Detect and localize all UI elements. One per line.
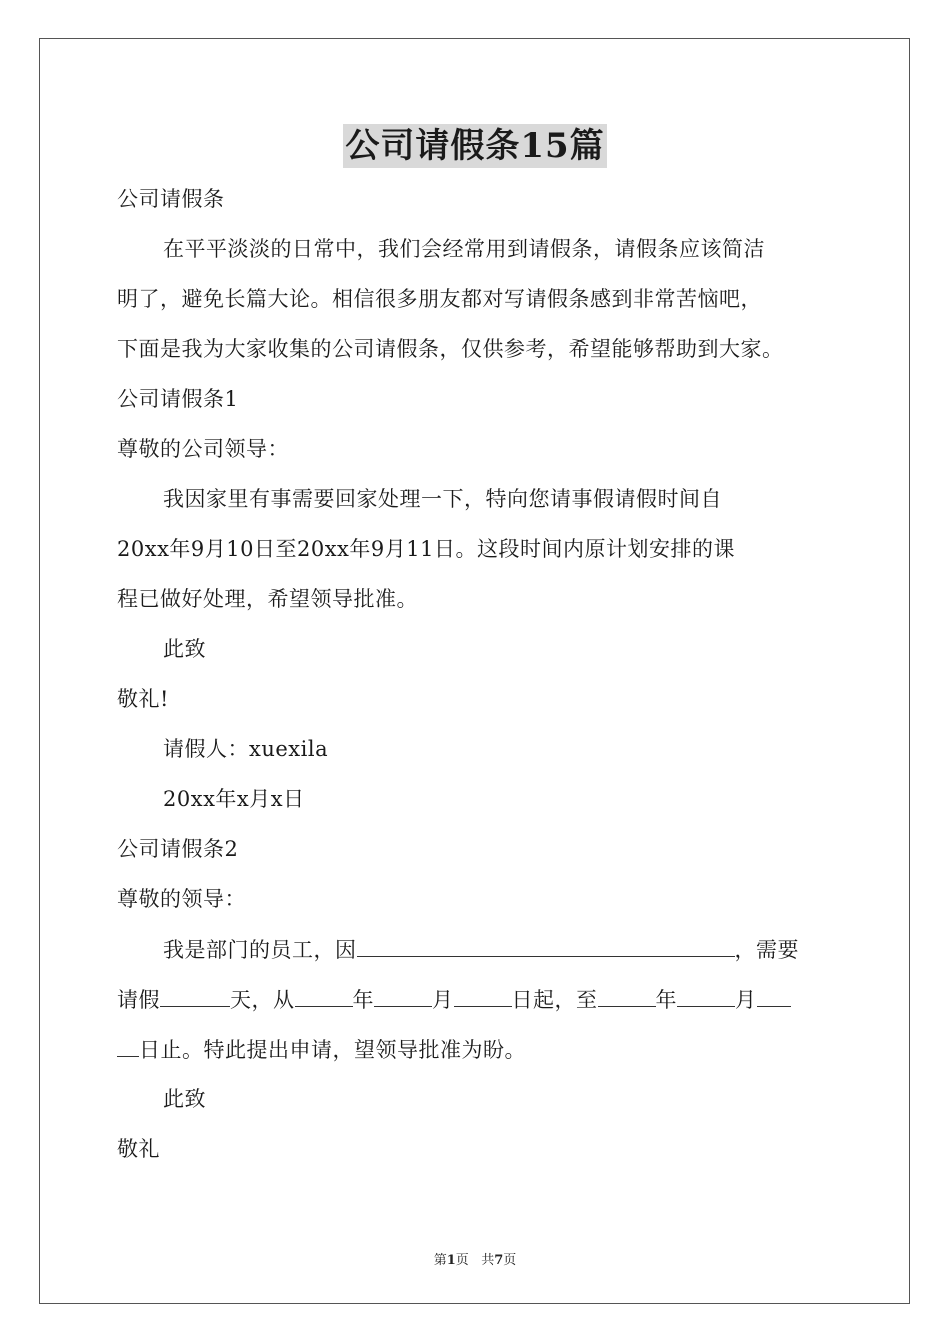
letter2-body-line-2 <box>117 984 791 1015</box>
footer-page-total: 7 <box>494 1253 504 1268</box>
letter2-line3-text: 日止。特此提出申请，望领导批准为盼。 <box>139 1038 526 1062</box>
end-day-blank-part1 <box>757 984 791 1007</box>
letter1-body-line-2: 20xx年9月10日至20xx年9月11日。这段时间内原计划安排的课 <box>117 537 735 561</box>
letter1-date: 20xx年x月x日 <box>163 787 305 811</box>
footer-page-current: 1 <box>446 1253 456 1268</box>
start-month-blank <box>374 984 432 1007</box>
letter2-salutation: 尊敬的领导： <box>117 887 246 911</box>
footer-page-suffix: 页 <box>455 1253 469 1268</box>
letter1-closing-1: 此致 <box>163 637 206 661</box>
letter2-closing-1: 此致 <box>163 1087 206 1111</box>
reason-blank <box>357 934 735 957</box>
letter2-body-line-3 <box>117 1034 526 1065</box>
letter2-closing-2: 敬礼 <box>117 1137 160 1161</box>
letter2-line2-text-c: 年 <box>352 988 374 1012</box>
days-blank <box>160 984 230 1007</box>
page-border <box>39 38 910 1304</box>
letter1-body-line-1: 我因家里有事需要回家处理一下，特向您请事假请假时间自 <box>163 487 722 511</box>
title-container <box>0 124 950 168</box>
letter2-heading: 公司请假条2 <box>117 837 239 861</box>
footer-total-prefix: 共 <box>481 1253 495 1268</box>
letter1-body-line-3: 程已做好处理，希望领导批准。 <box>117 587 418 611</box>
letter2-line1-text-a: 我是部门的员工，因 <box>163 938 357 962</box>
page-footer <box>0 1249 950 1268</box>
letter2-line2-text-f: 年 <box>655 988 677 1012</box>
letter1-signer: 请假人：xuexila <box>163 737 329 761</box>
letter2-line2-text-g: 月 <box>735 988 757 1012</box>
letter2-line2-text-d: 月 <box>432 988 454 1012</box>
end-month-blank <box>677 984 735 1007</box>
intro-line-1: 在平平淡淡的日常中，我们会经常用到请假条，请假条应该简洁 <box>163 237 765 261</box>
letter2-body-line-1 <box>163 934 799 965</box>
letter1-salutation: 尊敬的公司领导： <box>117 437 289 461</box>
intro-line-2: 明了，避免长篇大论。相信很多朋友都对写请假条感到非常苦恼吧， <box>117 287 762 311</box>
footer-total-suffix: 页 <box>503 1253 517 1268</box>
start-day-blank <box>454 984 512 1007</box>
letter1-heading: 公司请假条1 <box>117 387 239 411</box>
document-title: 公司请假条15篇 <box>345 126 605 166</box>
end-year-blank <box>598 984 656 1007</box>
letter2-line2-text-b: 天，从 <box>230 988 295 1012</box>
letter2-line1-text-b: ，需要 <box>734 938 799 962</box>
intro-line-3: 下面是我为大家收集的公司请假条，仅供参考，希望能够帮助到大家。 <box>117 337 784 361</box>
letter2-line2-text-e: 日起，至 <box>511 988 598 1012</box>
intro-heading: 公司请假条 <box>117 187 225 211</box>
start-year-blank <box>295 984 353 1007</box>
footer-page-prefix: 第 <box>433 1253 447 1268</box>
letter1-closing-2: 敬礼! <box>117 687 169 711</box>
end-day-blank-part2 <box>117 1034 139 1057</box>
letter2-line2-text-a: 请假 <box>117 988 160 1012</box>
